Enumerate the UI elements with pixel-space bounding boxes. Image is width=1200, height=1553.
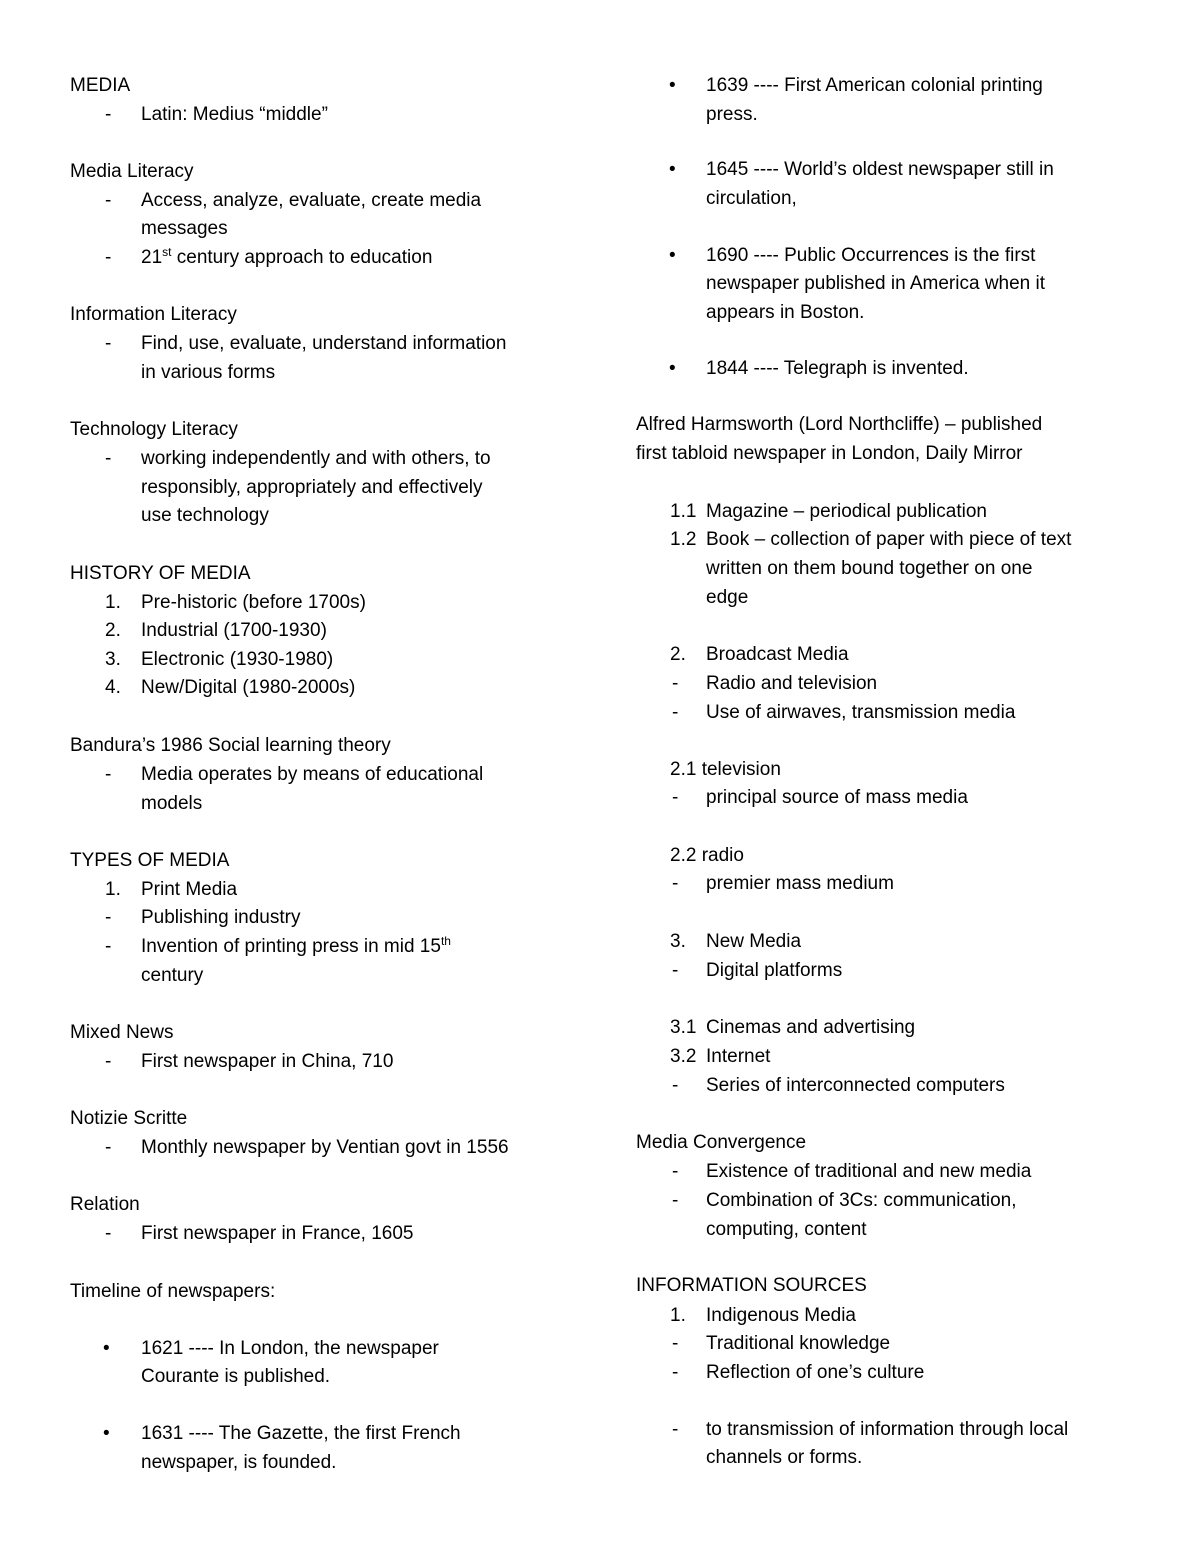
list-item: - Digital platforms [636, 956, 842, 985]
dash-marker: - [105, 448, 112, 469]
list-item: - Latin: Medius “middle” [70, 100, 328, 129]
dash-marker: - [672, 1161, 679, 1182]
section-heading-media-literacy: Media Literacy [70, 161, 194, 182]
list-item: - First newspaper in China, 710 [70, 1047, 393, 1076]
bullet-item-continuation: Courante is published. [141, 1366, 331, 1387]
dash-marker: - [105, 907, 112, 928]
section-heading-bandura: Bandura’s 1986 Social learning theory [70, 735, 391, 756]
dash-marker: - [105, 190, 112, 211]
dash-marker: - [672, 673, 679, 694]
list-item: - 21st century approach to education [70, 243, 432, 272]
list-item: - principal source of mass media [636, 783, 968, 812]
list-number: 3.2 [670, 1046, 697, 1067]
dash-marker: - [105, 1223, 112, 1244]
list-item: - Series of interconnected computers [636, 1071, 1005, 1100]
section-heading-history: HISTORY OF MEDIA [70, 563, 251, 584]
dash-marker: - [672, 702, 679, 723]
numbered-item: 2. Industrial (1700-1930) [70, 616, 327, 645]
numbered-item: 3.2 Internet [636, 1042, 770, 1071]
bullet-item: • 1621 ---- In London, the newspaper [70, 1334, 439, 1363]
list-item-continuation: messages [141, 218, 228, 239]
dash-marker: - [672, 873, 679, 894]
list-item-continuation: in various forms [141, 362, 276, 383]
section-heading-info-sources: INFORMATION SOURCES [636, 1275, 867, 1296]
list-item: - Combination of 3Cs: communication, [636, 1186, 1016, 1215]
paragraph-alfred-line2: first tabloid newspaper in London, Daily Mirror [636, 443, 1023, 464]
bullet-marker: • [669, 358, 676, 379]
bullet-item: • 1631 ---- The Gazette, the first French [70, 1419, 461, 1448]
list-item: - Monthly newspaper by Ventian govt in 1556 [70, 1133, 509, 1162]
dash-marker: - [672, 1190, 679, 1211]
list-item: - Reflection of one’s culture [636, 1358, 924, 1387]
subheading-radio: 2.2 radio [670, 845, 744, 866]
list-item-continuation: responsibly, appropriately and effectively [141, 477, 483, 498]
numbered-item: 1. Pre-historic (before 1700s) [70, 588, 366, 617]
section-heading-convergence: Media Convergence [636, 1132, 807, 1153]
bullet-item-continuation: newspaper published in America when it [706, 273, 1046, 294]
subheading-television: 2.1 television [670, 759, 781, 780]
list-item: - to transmission of information through local [636, 1415, 1068, 1444]
dash-marker: - [672, 1075, 679, 1096]
list-item: - Publishing industry [70, 903, 300, 932]
numbered-item: 1.2 Book – collection of paper with piece of text [636, 525, 1071, 554]
list-item-continuation: use technology [141, 505, 269, 526]
dash-marker: - [105, 1051, 112, 1072]
list-item: - Existence of traditional and new media [636, 1157, 1031, 1186]
list-number: 1. [670, 1305, 686, 1326]
bullet-item: • 1639 ---- First American colonial printing [636, 71, 1043, 100]
dash-marker: - [105, 247, 112, 268]
bullet-marker: • [669, 245, 676, 266]
bullet-marker: • [669, 75, 676, 96]
dash-marker: - [105, 936, 112, 957]
dash-marker: - [105, 1137, 112, 1158]
list-item-continuation: computing, content [706, 1219, 867, 1240]
dash-marker: - [105, 764, 112, 785]
bullet-item: • 1844 ---- Telegraph is invented. [636, 354, 969, 383]
list-item: - working independently and with others, to [70, 444, 491, 473]
numbered-item: 2. Broadcast Media [636, 640, 849, 669]
bullet-item: • 1645 ---- World’s oldest newspaper still in [636, 155, 1054, 184]
numbered-item: 3. Electronic (1930-1980) [70, 645, 333, 674]
section-heading-timeline: Timeline of newspapers: [70, 1281, 276, 1302]
numbered-item: 1.1 Magazine – periodical publication [636, 497, 987, 526]
section-heading-mixed-news: Mixed News [70, 1022, 174, 1043]
list-number: 1.1 [670, 501, 697, 522]
dash-marker: - [105, 104, 112, 125]
section-heading-notizie: Notizie Scritte [70, 1108, 188, 1129]
list-item: - Media operates by means of educational [70, 760, 483, 789]
dash-marker: - [672, 1362, 679, 1383]
section-heading-media: MEDIA [70, 75, 131, 96]
section-heading-relation: Relation [70, 1194, 140, 1215]
dash-marker: - [105, 333, 112, 354]
list-number: 3. [105, 649, 121, 670]
numbered-item: 3.1 Cinemas and advertising [636, 1013, 915, 1042]
list-item: - premier mass medium [636, 869, 894, 898]
dash-marker: - [672, 1333, 679, 1354]
list-item: - Invention of printing press in mid 15th [70, 932, 451, 961]
list-number: 1. [105, 879, 121, 900]
bullet-item-continuation: circulation, [706, 188, 797, 209]
numbered-item: 3. New Media [636, 927, 801, 956]
numbered-item-continuation: written on them bound together on one [706, 558, 1033, 579]
bullet-marker: • [103, 1338, 110, 1359]
bullet-item-continuation: appears in Boston. [706, 302, 865, 323]
list-number: 2. [670, 644, 686, 665]
bullet-marker: • [103, 1423, 110, 1444]
list-item-continuation: century [141, 965, 204, 986]
list-number: 1.2 [670, 529, 697, 550]
list-item: - First newspaper in France, 1605 [70, 1219, 413, 1248]
list-item: - Traditional knowledge [636, 1329, 890, 1358]
section-heading-types: TYPES OF MEDIA [70, 850, 230, 871]
list-item: - Find, use, evaluate, understand information [70, 329, 506, 358]
list-number: 3. [670, 931, 686, 952]
list-number: 4. [105, 677, 121, 698]
bullet-item: • 1690 ---- Public Occurrences is the first [636, 241, 1035, 270]
list-item: - Use of airwaves, transmission media [636, 698, 1015, 727]
list-item-continuation: channels or forms. [706, 1447, 863, 1468]
section-heading-information-literacy: Information Literacy [70, 304, 237, 325]
numbered-item: 4. New/Digital (1980-2000s) [70, 673, 355, 702]
list-number: 2. [105, 620, 121, 641]
dash-marker: - [672, 1419, 679, 1440]
dash-marker: - [672, 787, 679, 808]
bullet-marker: • [669, 159, 676, 180]
section-heading-technology-literacy: Technology Literacy [70, 419, 238, 440]
list-number: 3.1 [670, 1017, 697, 1038]
list-item: - Access, analyze, evaluate, create media [70, 186, 481, 215]
numbered-item: 1. Print Media [70, 875, 237, 904]
bullet-item-continuation: press. [706, 104, 758, 125]
list-item: - Radio and television [636, 669, 877, 698]
list-item-continuation: models [141, 793, 203, 814]
list-number: 1. [105, 592, 121, 613]
numbered-item-continuation: edge [706, 587, 749, 608]
bullet-item-continuation: newspaper, is founded. [141, 1452, 337, 1473]
numbered-item: 1. Indigenous Media [636, 1301, 856, 1330]
paragraph-alfred: Alfred Harmsworth (Lord Northcliffe) – published [636, 414, 1043, 435]
dash-marker: - [672, 960, 679, 981]
